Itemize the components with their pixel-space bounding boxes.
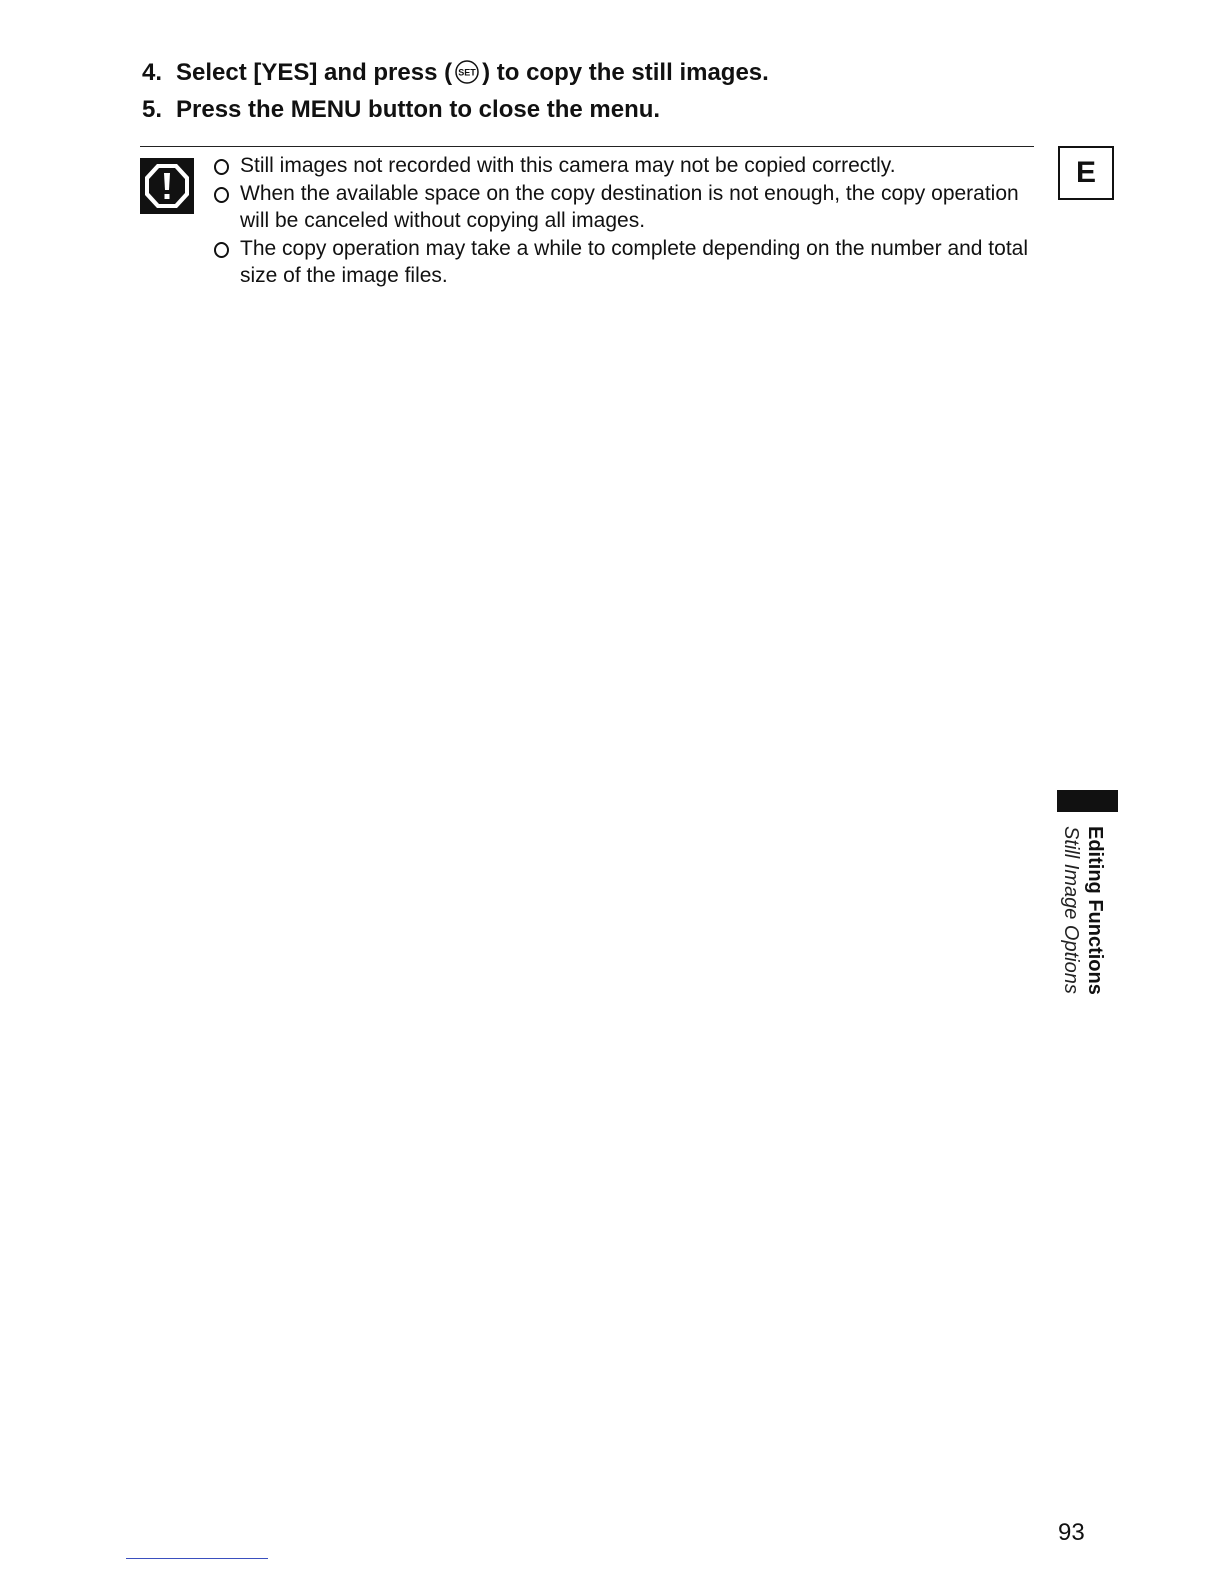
note-item bbox=[214, 180, 1044, 235]
set-button-label: SET bbox=[458, 67, 476, 78]
step-text-before: Select [YES] and press ( bbox=[176, 59, 453, 86]
circle-bullet-icon bbox=[214, 159, 229, 175]
step-text: Press the MENU button to close the menu. bbox=[176, 96, 661, 123]
note-text: Still images not recorded with this camera may not be copied correctly. bbox=[240, 154, 896, 177]
step-5 bbox=[142, 95, 660, 125]
step-4 bbox=[142, 58, 769, 88]
note-item bbox=[214, 235, 1044, 290]
note-text: The copy operation may take a while to complete depending on the number and total size of the image files. bbox=[240, 236, 1029, 287]
set-button-icon bbox=[452, 60, 482, 84]
note-text: When the available space on the copy destination is not enough, the copy operation will be canceled without copying all images. bbox=[240, 181, 1019, 232]
note-item bbox=[214, 152, 1044, 180]
footer-line bbox=[126, 1558, 268, 1559]
section-tab bbox=[1045, 826, 1107, 1011]
section-divider bbox=[140, 146, 1034, 147]
page-number: 93 bbox=[1058, 1519, 1085, 1546]
step-number: 5. bbox=[142, 96, 163, 123]
caution-notes bbox=[214, 152, 1044, 290]
section-tab-marker bbox=[1057, 790, 1118, 812]
step-number: 4. bbox=[142, 59, 163, 86]
circle-bullet-icon bbox=[214, 187, 229, 203]
language-tab: E bbox=[1058, 146, 1114, 200]
subsection-title: Still Image Options bbox=[1060, 826, 1082, 994]
section-title: Editing Functions bbox=[1084, 826, 1106, 995]
circle-bullet-icon bbox=[214, 242, 229, 258]
step-text-after: ) to copy the still images. bbox=[482, 59, 769, 86]
caution-icon bbox=[140, 158, 194, 214]
